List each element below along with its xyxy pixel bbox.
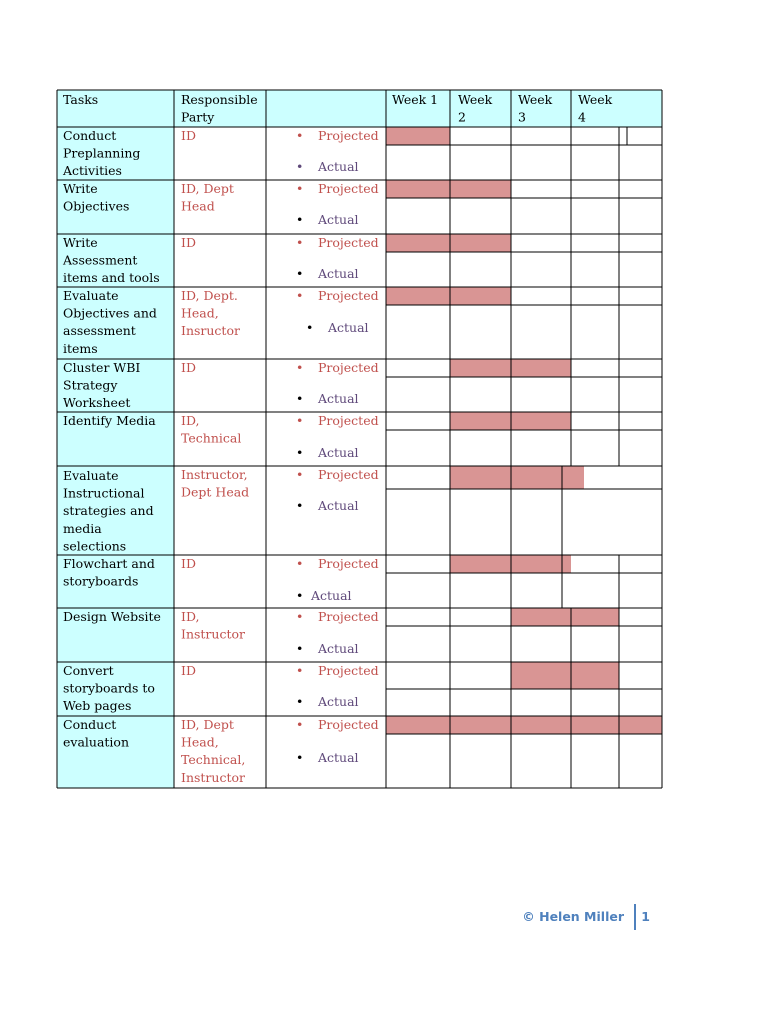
responsible-party: Technical xyxy=(181,430,242,446)
task-name: Instructional xyxy=(63,485,145,501)
projected-bullet: • xyxy=(296,467,304,482)
actual-bullet: • xyxy=(296,159,304,174)
actual-bullet: • xyxy=(296,391,304,406)
responsible-party: ID xyxy=(181,556,196,571)
actual-bullet: • xyxy=(296,641,304,656)
task-name: Objectives and xyxy=(63,305,157,321)
responsible-party: ID xyxy=(181,663,196,678)
projected-label: Projected xyxy=(318,413,379,428)
task-name: Activities xyxy=(63,163,122,179)
footer-page-number: 1 xyxy=(641,909,650,924)
actual-label: Actual xyxy=(318,750,359,765)
header-party: Party xyxy=(181,109,215,125)
responsible-party: ID xyxy=(181,360,196,375)
projected-label: Projected xyxy=(318,467,379,482)
projected-bar xyxy=(571,608,619,626)
projected-label: Projected xyxy=(318,235,379,250)
projected-label: Projected xyxy=(318,663,379,678)
projected-bar xyxy=(450,180,511,198)
task-name: Assessment xyxy=(63,252,138,268)
task-name: Evaluate xyxy=(63,288,119,303)
actual-label: Actual xyxy=(318,641,359,656)
projected-bar xyxy=(386,287,450,305)
page-footer xyxy=(520,904,660,930)
projected-bullet: • xyxy=(296,360,304,375)
projected-bullet: • xyxy=(296,556,304,571)
projected-bar xyxy=(450,716,511,734)
actual-bullet: • xyxy=(296,445,304,460)
projected-bar xyxy=(511,716,571,734)
projected-bullet: • xyxy=(296,235,304,250)
header-party: Responsible xyxy=(181,92,258,107)
task-name: storyboards to xyxy=(63,680,155,696)
projected-bar xyxy=(571,466,584,489)
responsible-party: Head, xyxy=(181,305,219,321)
actual-label: Actual xyxy=(318,159,359,174)
projected-bullet: • xyxy=(296,181,304,196)
task-name: Evaluate xyxy=(63,468,119,483)
responsible-party: Head, xyxy=(181,734,219,750)
task-name: items xyxy=(63,340,98,356)
responsible-party: ID, Dept xyxy=(181,717,234,732)
projected-bullet: • xyxy=(296,609,304,624)
projected-bar xyxy=(511,359,571,377)
responsible-party: ID xyxy=(181,128,196,143)
task-name: items and tools xyxy=(63,270,160,286)
projected-bullet: • xyxy=(296,128,304,143)
header-week: Week xyxy=(578,92,613,107)
responsible-party: Head xyxy=(181,198,215,214)
responsible-party: Insructor xyxy=(181,323,240,339)
responsible-party: Instructor xyxy=(181,769,245,785)
actual-label: Actual xyxy=(318,391,359,406)
projected-label: Projected xyxy=(318,288,379,303)
actual-label: Actual xyxy=(318,266,359,281)
actual-bullet: • xyxy=(306,320,314,335)
responsible-party: ID, xyxy=(181,609,200,624)
projected-bar xyxy=(571,662,619,689)
projected-bar xyxy=(450,359,511,377)
task-name: Worksheet xyxy=(63,395,131,411)
projected-bar xyxy=(619,716,662,734)
projected-bar xyxy=(386,127,450,145)
responsible-party: Dept Head xyxy=(181,484,250,500)
responsible-party: ID xyxy=(181,235,196,250)
projected-label: Projected xyxy=(318,717,379,732)
task-name: Objectives xyxy=(63,198,130,214)
actual-bullet: • xyxy=(296,266,304,281)
task-name: Conduct xyxy=(63,128,117,143)
projected-label: Projected xyxy=(318,556,379,571)
actual-label: Actual xyxy=(311,588,352,603)
task-name: evaluation xyxy=(63,734,130,750)
header-week: Week xyxy=(518,92,553,107)
header-week: 2 xyxy=(458,109,466,125)
task-name: assessment xyxy=(63,323,136,339)
projected-bar xyxy=(511,412,571,430)
task-name: Conduct xyxy=(63,717,117,732)
projected-label: Projected xyxy=(318,609,379,624)
responsible-party: Instructor xyxy=(181,626,245,642)
task-name: Preplanning xyxy=(63,145,141,161)
header-week: Week 1 xyxy=(392,92,439,107)
actual-label: Actual xyxy=(318,445,359,460)
responsible-party: Instructor, xyxy=(181,467,248,482)
task-name: Design Website xyxy=(63,609,161,624)
projected-label: Projected xyxy=(318,181,379,196)
responsible-party: ID, Dept xyxy=(181,181,234,196)
projected-bar xyxy=(571,716,619,734)
task-name: Flowchart and xyxy=(63,556,155,571)
projected-bar xyxy=(386,716,450,734)
projected-bar xyxy=(386,234,450,252)
actual-label: Actual xyxy=(318,498,359,513)
task-name: Write xyxy=(63,181,98,196)
actual-label: Actual xyxy=(328,320,369,335)
responsible-party: Technical, xyxy=(181,752,246,768)
task-name: media xyxy=(63,520,102,536)
projected-label: Projected xyxy=(318,128,379,143)
projected-label: Projected xyxy=(318,360,379,375)
projected-bar xyxy=(511,608,571,626)
projected-bar xyxy=(450,234,511,252)
task-name: selections xyxy=(63,538,127,554)
projected-bar xyxy=(386,180,450,198)
projected-bar xyxy=(450,287,511,305)
projected-bullet: • xyxy=(296,288,304,303)
task-name: Strategy xyxy=(63,377,118,393)
projected-bullet: • xyxy=(296,663,304,678)
actual-label: Actual xyxy=(318,694,359,709)
header-week: 4 xyxy=(578,109,586,125)
footer-separator xyxy=(634,904,636,930)
actual-bullet: • xyxy=(296,750,304,765)
task-name: Convert xyxy=(63,663,114,678)
projected-bar xyxy=(450,466,511,489)
task-name: Write xyxy=(63,235,98,250)
responsible-party: ID, xyxy=(181,413,200,428)
task-name: Cluster WBI xyxy=(63,360,141,375)
task-name: strategies and xyxy=(63,503,154,519)
header-week: 3 xyxy=(518,109,526,125)
projected-bullet: • xyxy=(296,413,304,428)
task-name: Web pages xyxy=(63,698,132,714)
header-tasks: Tasks xyxy=(63,92,99,107)
actual-bullet: • xyxy=(296,212,304,227)
projected-bar xyxy=(450,555,511,573)
footer-author: © Helen Miller xyxy=(522,909,624,924)
header-week: Week xyxy=(458,92,493,107)
actual-bullet: • xyxy=(296,498,304,513)
responsible-party: ID, Dept. xyxy=(181,288,238,303)
projected-bar xyxy=(511,662,571,689)
task-name: Identify Media xyxy=(63,413,156,428)
actual-label: Actual xyxy=(318,212,359,227)
projected-bar xyxy=(450,412,511,430)
task-name: storyboards xyxy=(63,573,139,589)
projected-bullet: • xyxy=(296,717,304,732)
actual-bullet: • xyxy=(296,588,304,603)
actual-bullet: • xyxy=(296,694,304,709)
